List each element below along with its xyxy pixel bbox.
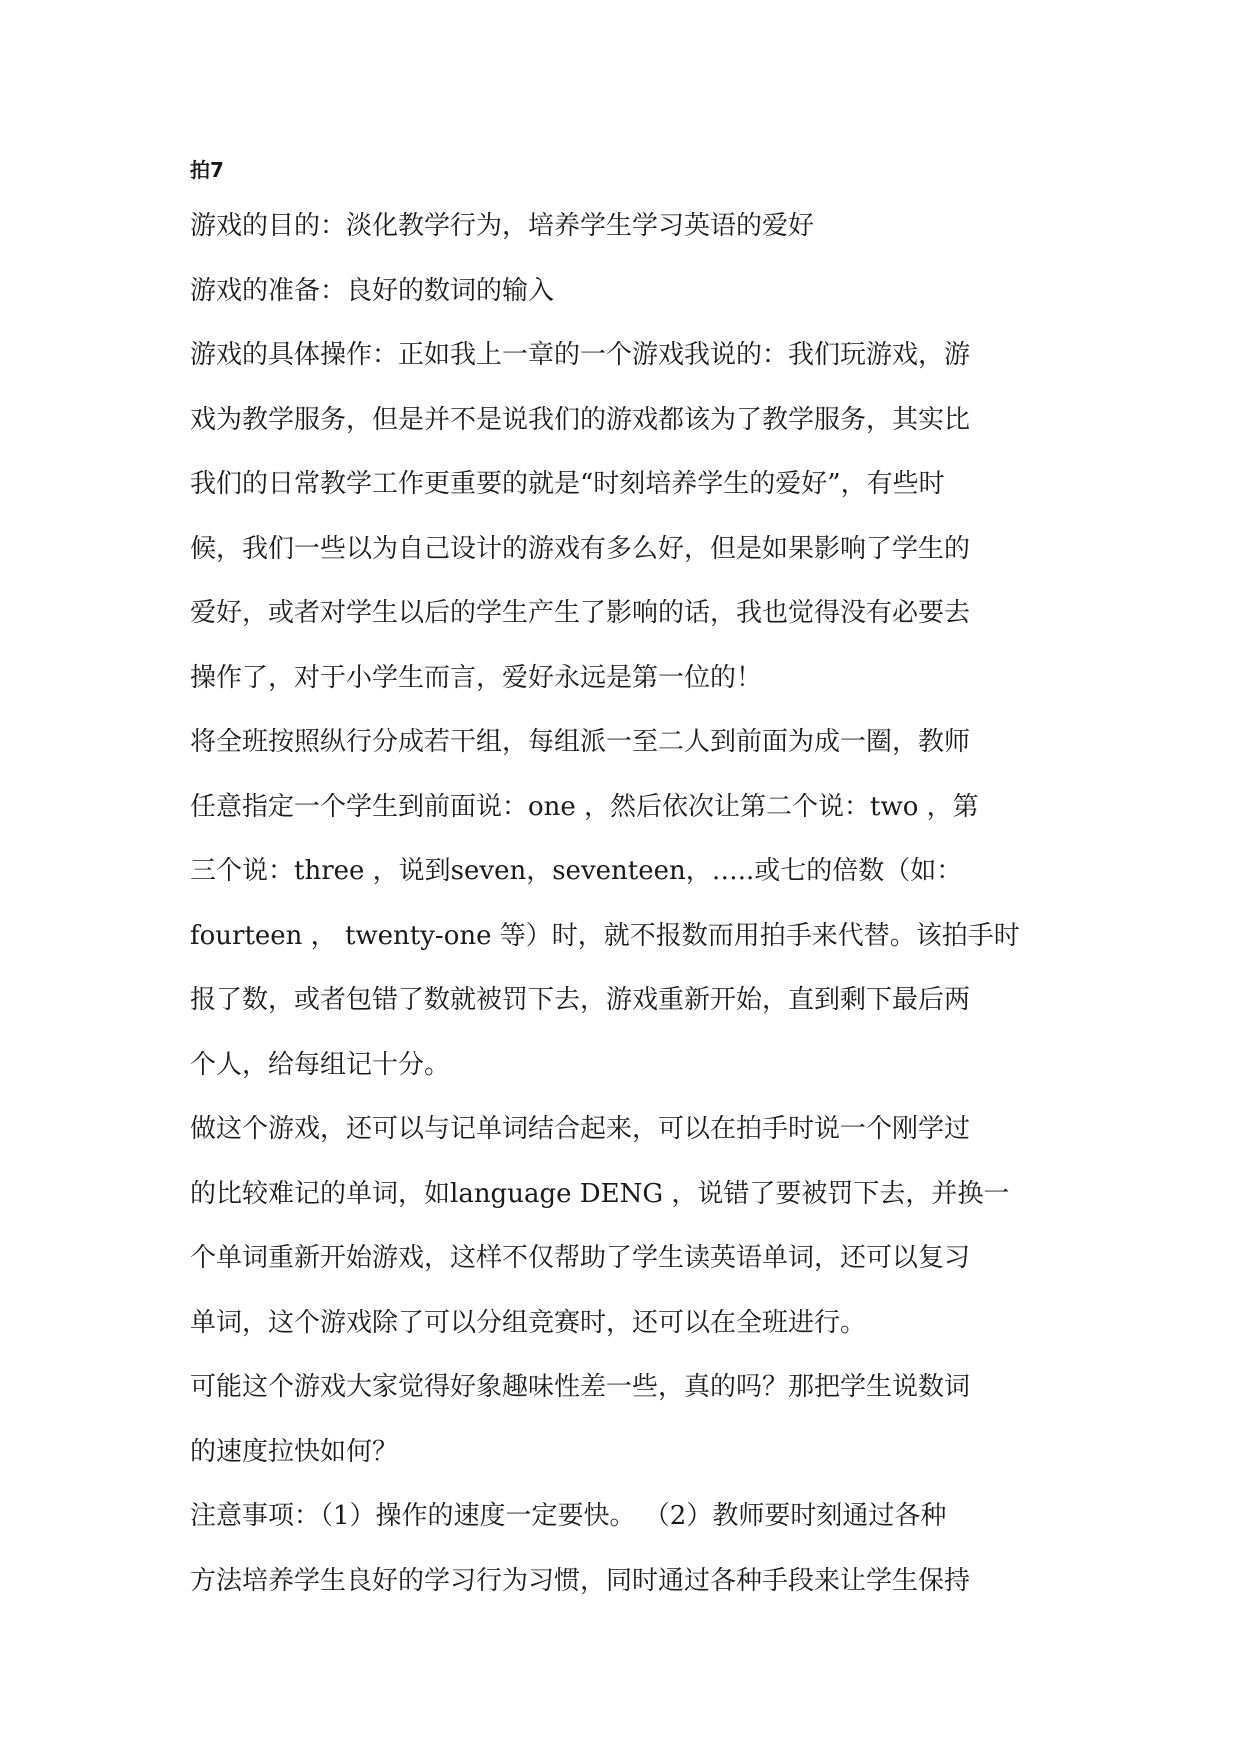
text-line: 游戏的目的：淡化教学行为，培养学生学习英语的爱好 bbox=[190, 211, 815, 241]
text-line: 操作了，对于小学生而言，爱好永远是第一位的！ bbox=[190, 662, 763, 693]
text-line: 方法培养学生良好的学习行为习惯，同时通过各种手段来让学生保持 bbox=[190, 1565, 971, 1596]
text-line: 的速度拉快如何？ bbox=[190, 1436, 399, 1467]
text-line: 游戏的具体操作：正如我上一章的一个游戏我说的：我们玩游戏，游 bbox=[190, 340, 971, 370]
text-line: 单词，这个游戏除了可以分组竞赛时，还可以在全班进行。 bbox=[190, 1307, 867, 1338]
text-line: 做这个游戏，还可以与记单词结合起来，可以在拍手时说一个刚学过 bbox=[190, 1114, 971, 1144]
text-line: 个单词重新开始游戏，这样不仅帮助了学生读英语单词，还可以复习 bbox=[190, 1243, 971, 1273]
text-line: 报了数，或者包错了数就被罚下去，游戏重新开始，直到剩下最后两 bbox=[190, 985, 971, 1015]
text-line: 爱好，或者对学生以后的学生产生了影响的话，我也觉得没有必要去 bbox=[190, 598, 971, 628]
text-line: 我们的日常教学工作更重要的就是“时刻培养学生的爱好”，有些时 bbox=[190, 469, 945, 499]
text-line: 三个说：three ，说到seven，seventeen，…..或七的倍数（如： bbox=[190, 856, 963, 886]
text-line: 个人，给每组记十分。 bbox=[190, 1049, 451, 1080]
document-body bbox=[190, 150, 1070, 1613]
text-line: fourteen ， twenty-one 等）时，就不报数而用拍手来代替。该拍手时 bbox=[190, 920, 1020, 951]
text-line: 候，我们一些以为自己设计的游戏有多么好，但是如果影响了学生的 bbox=[190, 533, 971, 564]
text-line: 的比较难记的单词，如language DENG ，说错了要被罚下去，并换一 bbox=[190, 1178, 1010, 1209]
document-title: 拍7 bbox=[190, 158, 224, 182]
text-line: 可能这个游戏大家觉得好象趣味性差一些，真的吗？那把学生说数词 bbox=[190, 1372, 971, 1402]
text-line: 将全班按照纵行分成若干组，每组派一至二人到前面为成一圈，教师 bbox=[190, 727, 971, 757]
text-line: 戏为教学服务，但是并不是说我们的游戏都该为了教学服务，其实比 bbox=[190, 404, 971, 435]
text-line: 任意指定一个学生到前面说：one ，然后依次让第二个说：two ，第 bbox=[190, 791, 979, 822]
text-line: 注意事项：（1）操作的速度一定要快。 （2）教师要时刻通过各种 bbox=[190, 1501, 947, 1531]
text-line: 游戏的准备：良好的数词的输入 bbox=[190, 275, 555, 306]
